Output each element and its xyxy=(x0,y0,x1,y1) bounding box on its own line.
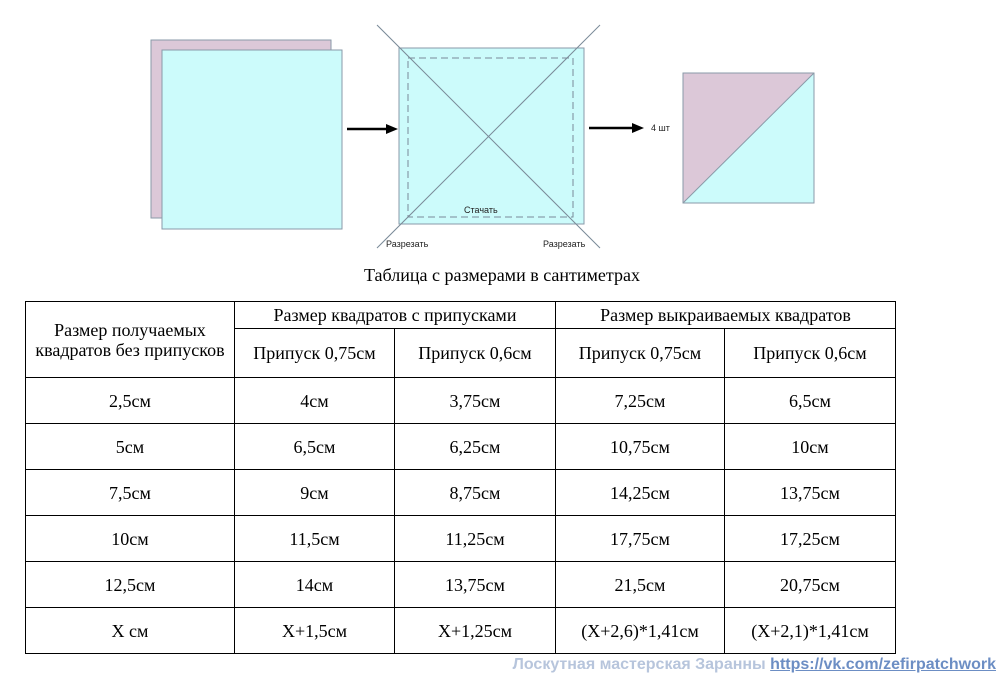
table-cell: 12,5см xyxy=(26,562,235,608)
table-cell: 14см xyxy=(235,562,395,608)
table-cell: 7,25см xyxy=(556,378,725,424)
header-cut-squares: Размер выкраиваемых квадратов xyxy=(556,302,896,329)
front-fabric-square xyxy=(162,50,342,229)
arrow-1 xyxy=(347,124,398,134)
table-row xyxy=(26,424,896,470)
header-allowance-075-squares: Припуск 0,75см xyxy=(235,329,395,378)
count-label: 4 шт xyxy=(651,123,670,133)
table-cell: 10,75см xyxy=(556,424,725,470)
studio-name: Лоскутная мастерская Заранны xyxy=(512,656,766,673)
table-cell: 10см xyxy=(725,424,896,470)
table-cell: 6,25см xyxy=(395,424,556,470)
table-cell: 17,75см xyxy=(556,516,725,562)
table-cell: 14,25см xyxy=(556,470,725,516)
header-squares-with-allowance: Размер квадратов с припусками xyxy=(235,302,556,329)
header-row-groups xyxy=(26,302,896,329)
header-allowance-06-cut: Припуск 0,6см xyxy=(725,329,896,378)
sizes-table xyxy=(25,301,896,654)
table-cell: 21,5см xyxy=(556,562,725,608)
table-cell: 2,5см xyxy=(26,378,235,424)
table-row xyxy=(26,608,896,654)
table-cell: 20,75см xyxy=(725,562,896,608)
table-cell: 6,5см xyxy=(235,424,395,470)
table-cell: (X+2,6)*1,41см xyxy=(556,608,725,654)
table-cell: 13,75см xyxy=(725,470,896,516)
footer-credit xyxy=(513,656,996,674)
header-allowance-06-squares: Припуск 0,6см xyxy=(395,329,556,378)
table-cell: X+1,25см xyxy=(395,608,556,654)
table-cell: 13,75см xyxy=(395,562,556,608)
table-cell: X см xyxy=(26,608,235,654)
table-cell: 4см xyxy=(235,378,395,424)
table-cell: 8,75см xyxy=(395,470,556,516)
table-cell: 9см xyxy=(235,470,395,516)
table-cell: 5см xyxy=(26,424,235,470)
table-cell: X+1,5см xyxy=(235,608,395,654)
table-cell: 6,5см xyxy=(725,378,896,424)
table-row xyxy=(26,470,896,516)
table-cell: 7,5см xyxy=(26,470,235,516)
table-cell: 11,5см xyxy=(235,516,395,562)
table-cell: 10см xyxy=(26,516,235,562)
table-cell: 17,25см xyxy=(725,516,896,562)
table-cell: (X+2,1)*1,41см xyxy=(725,608,896,654)
header-finished-size: Размер получаемых квадратов без припусков xyxy=(26,302,235,378)
vk-link[interactable]: https://vk.com/zefirpatchwork xyxy=(770,656,996,673)
cut-label-left: Разрезать xyxy=(386,239,429,249)
table-row xyxy=(26,562,896,608)
table-row xyxy=(26,378,896,424)
cut-label-right: Разрезать xyxy=(543,239,586,249)
stitch-label: Стачать xyxy=(464,205,498,215)
table-caption: Таблица с размерами в сантиметрах xyxy=(364,265,640,285)
table-row xyxy=(26,516,896,562)
table-cell: 11,25см xyxy=(395,516,556,562)
arrow-2 xyxy=(589,123,644,133)
patchwork-diagram xyxy=(0,0,1004,262)
header-allowance-075-cut: Припуск 0,75см xyxy=(556,329,725,378)
table-cell: 3,75см xyxy=(395,378,556,424)
